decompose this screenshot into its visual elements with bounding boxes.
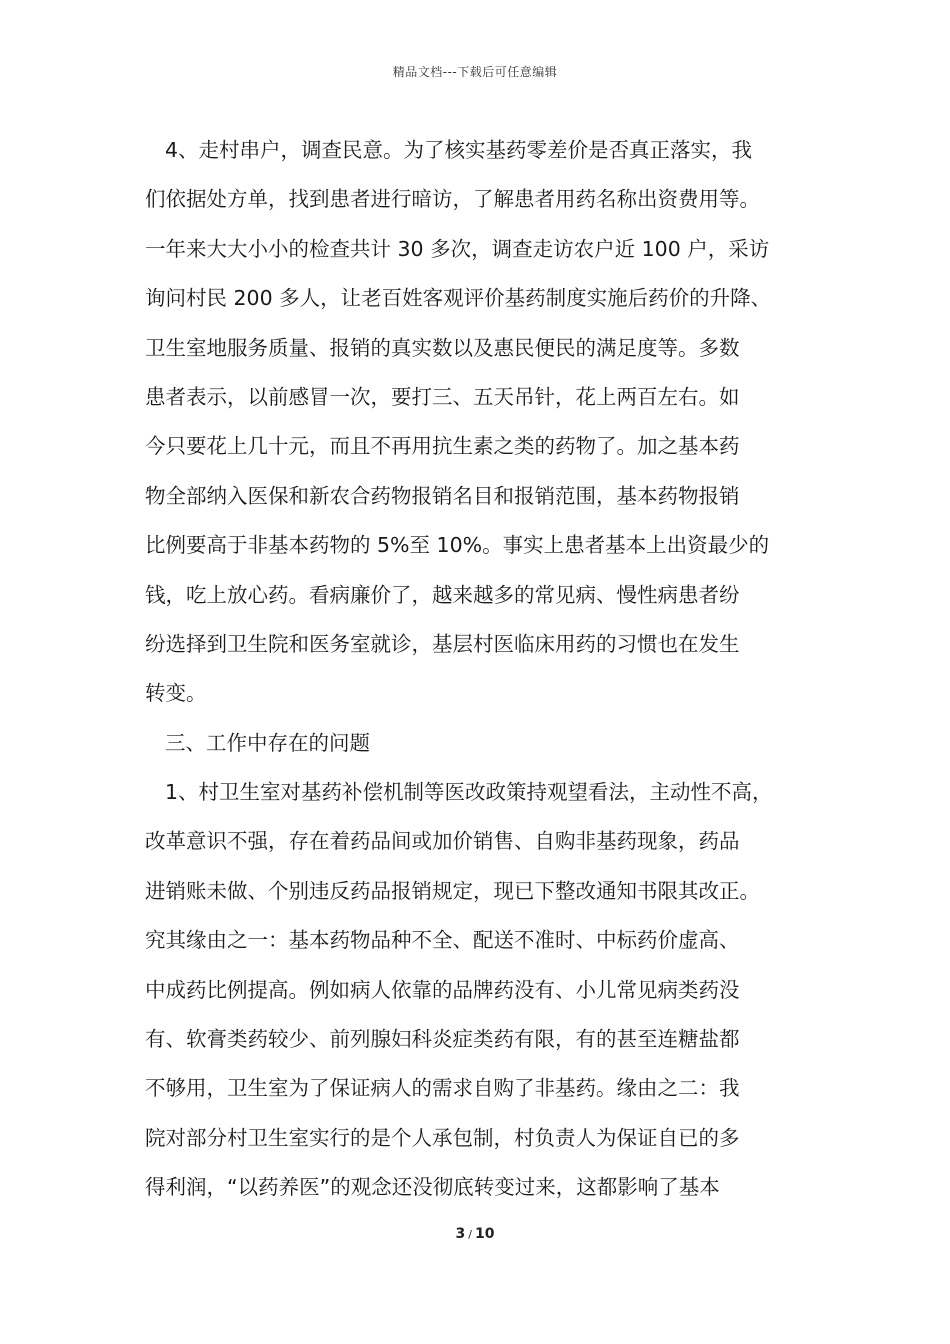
text-line: 改革意识不强，存在着药品间或加价销售、自购非基药现象，药品 bbox=[145, 829, 740, 854]
text-line: 们依据处方单，找到患者进行暗访，了解患者用药名称出资费用等。 bbox=[145, 187, 760, 212]
text-line: 纷选择到卫生院和医务室就诊，基层村医临床用药的习惯也在发生 bbox=[145, 631, 740, 656]
text-line: 卫生室地服务质量、报销的真实数以及惠民便民的满足度等。多数 bbox=[145, 335, 740, 360]
text-line: 4、走村串户，调查民意。为了核实基药零差价是否真正落实，我 bbox=[165, 138, 753, 162]
text-line: 物全部纳入医保和新农合药物报销名目和报销范围，基本药物报销 bbox=[145, 483, 740, 508]
total-pages: 10 bbox=[474, 1226, 495, 1242]
text-line: 中成药比例提高。例如病人依靠的品牌药没有、小儿常见病类药没 bbox=[145, 977, 740, 1002]
text-line: 1、村卫生室对基药补偿机制等医改政策持观望看法，主动性不高， bbox=[165, 780, 773, 805]
current-page: 3 bbox=[455, 1226, 466, 1242]
document-body bbox=[145, 126, 815, 1213]
text-line: 询问村民 200 多人，让老百姓客观评价基药制度实施后药价的升降、 bbox=[145, 286, 772, 311]
text-line: 三、工作中存在的问题 bbox=[165, 730, 370, 755]
text-line: 有、软膏类药较少、前列腺妇科炎症类药有限，有的甚至连糖盐都 bbox=[145, 1027, 740, 1052]
text-line: 院对部分村卫生室实行的是个人承包制，村负责人为保证自已的多 bbox=[145, 1125, 740, 1150]
text-line: 得利润，“以药养医”的观念还没彻底转变过来，这都影响了基本 bbox=[145, 1175, 720, 1200]
text-line: 不够用，卫生室为了保证病人的需求自购了非基药。缘由之二：我 bbox=[145, 1076, 740, 1101]
text-line: 今只要花上几十元，而且不再用抗生素之类的药物了。加之基本药 bbox=[145, 434, 740, 459]
text-line: 究其缘由之一：基本药物品种不全、配送不准时、中标药价虚高、 bbox=[145, 928, 740, 953]
text-line: 患者表示，以前感冒一次，要打三、五天吊针，花上两百左右。如 bbox=[145, 384, 740, 409]
page-separator: / bbox=[468, 1228, 472, 1241]
text-line: 比例要高于非基本药物的 5%至 10%。事实上患者基本上出资最少的 bbox=[145, 533, 770, 558]
text-line: 一年来大大小小的检查共计 30 多次，调查走访农户近 100 户，采访 bbox=[145, 236, 770, 261]
page-number bbox=[0, 1226, 950, 1242]
text-line: 钱，吃上放心药。看病廉价了，越来越多的常见病、慢性病患者纷 bbox=[145, 582, 740, 607]
text-line: 转变。 bbox=[145, 681, 207, 706]
page-header: 精品文档---下载后可任意编辑 bbox=[392, 65, 558, 79]
text-line: 进销账未做、个别违反药品报销规定，现已下整改通知书限其改正。 bbox=[145, 878, 760, 903]
